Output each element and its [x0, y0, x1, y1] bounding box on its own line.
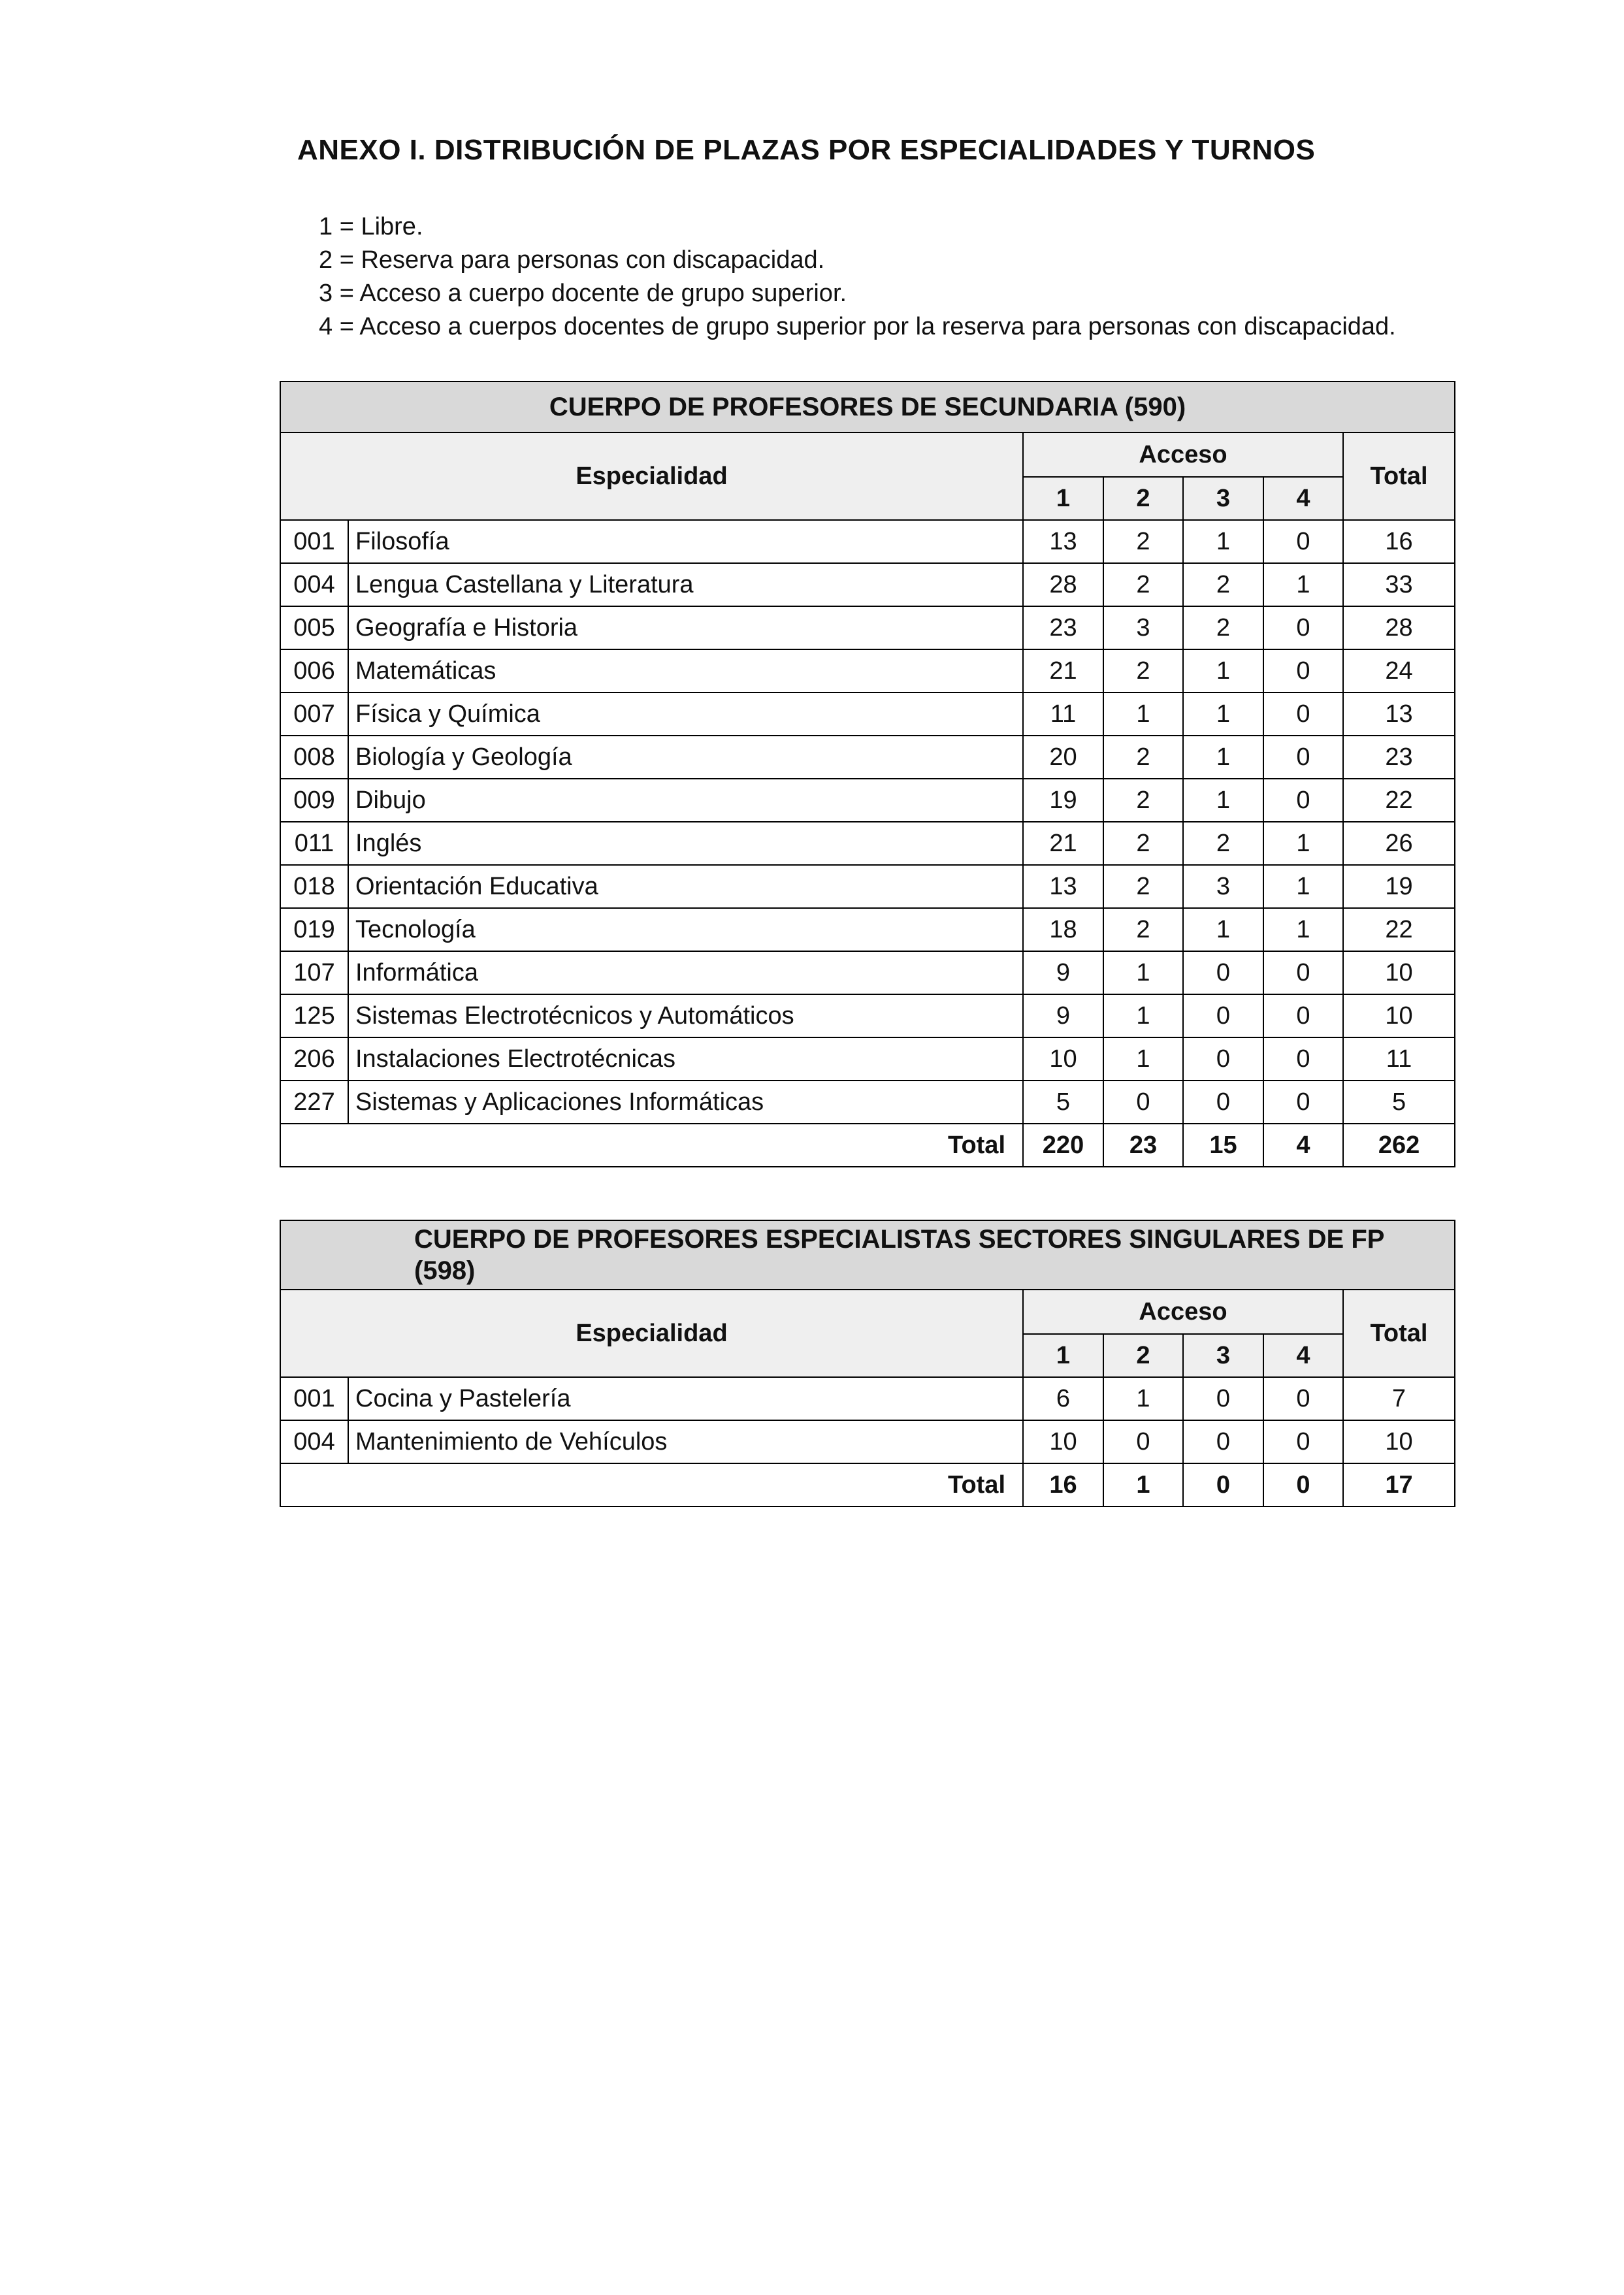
table-row — [280, 865, 1455, 908]
row-value-3: 1 — [1183, 649, 1263, 692]
row-total: 10 — [1343, 951, 1455, 994]
row-value-4: 0 — [1263, 736, 1343, 779]
row-especialidad: Inglés — [348, 822, 1023, 865]
table-row — [280, 736, 1455, 779]
row-value-2: 1 — [1103, 1377, 1183, 1420]
row-total: 16 — [1343, 520, 1455, 563]
secundaria-table — [280, 381, 1455, 1167]
header-especialidad: Especialidad — [280, 432, 1023, 520]
total-value-3: 0 — [1183, 1463, 1263, 1506]
row-value-2: 2 — [1103, 865, 1183, 908]
row-value-1: 28 — [1023, 563, 1103, 606]
totals-label: Total — [280, 1124, 1023, 1167]
row-value-2: 2 — [1103, 563, 1183, 606]
row-especialidad: Física y Química — [348, 692, 1023, 736]
row-value-2: 1 — [1103, 692, 1183, 736]
header-col-3: 3 — [1183, 1334, 1263, 1377]
table-row — [280, 649, 1455, 692]
totals-label: Total — [280, 1463, 1023, 1506]
row-value-3: 2 — [1183, 563, 1263, 606]
header-total: Total — [1343, 432, 1455, 520]
header-acceso: Acceso — [1023, 1290, 1343, 1334]
row-value-1: 11 — [1023, 692, 1103, 736]
page-title: ANEXO I. DISTRIBUCIÓN DE PLAZAS POR ESPECIALIDADES Y TURNOS — [297, 134, 1316, 166]
row-total: 22 — [1343, 779, 1455, 822]
total-value-1: 220 — [1023, 1124, 1103, 1167]
row-value-1: 19 — [1023, 779, 1103, 822]
row-especialidad: Matemáticas — [348, 649, 1023, 692]
total-value-1: 16 — [1023, 1463, 1103, 1506]
row-value-4: 1 — [1263, 865, 1343, 908]
row-value-1: 18 — [1023, 908, 1103, 951]
row-code: 004 — [280, 1420, 348, 1463]
row-value-1: 9 — [1023, 951, 1103, 994]
row-total: 19 — [1343, 865, 1455, 908]
row-especialidad: Biología y Geología — [348, 736, 1023, 779]
row-value-1: 21 — [1023, 649, 1103, 692]
row-value-3: 3 — [1183, 865, 1263, 908]
row-value-4: 0 — [1263, 692, 1343, 736]
row-value-1: 20 — [1023, 736, 1103, 779]
row-total: 23 — [1343, 736, 1455, 779]
row-value-4: 0 — [1263, 606, 1343, 649]
header-especialidad: Especialidad — [280, 1290, 1023, 1377]
table-row — [280, 779, 1455, 822]
table-title-line: CUERPO DE PROFESORES ESPECIALISTAS SECTORES SINGULARES DE FP — [414, 1225, 1385, 1254]
row-code: 007 — [280, 692, 348, 736]
row-code: 009 — [280, 779, 348, 822]
row-value-1: 10 — [1023, 1037, 1103, 1081]
row-value-3: 0 — [1183, 1377, 1263, 1420]
row-code: 206 — [280, 1037, 348, 1081]
table-row — [280, 994, 1455, 1037]
legend-item: 2 = Reserva para personas con discapacidad. — [319, 246, 825, 274]
legend — [319, 210, 1396, 344]
row-total: 10 — [1343, 994, 1455, 1037]
row-value-3: 1 — [1183, 692, 1263, 736]
row-value-4: 0 — [1263, 1081, 1343, 1124]
row-code: 125 — [280, 994, 348, 1037]
row-especialidad: Tecnología — [348, 908, 1023, 951]
row-value-2: 2 — [1103, 520, 1183, 563]
row-value-2: 0 — [1103, 1081, 1183, 1124]
row-value-4: 0 — [1263, 994, 1343, 1037]
table-row — [280, 1377, 1455, 1420]
row-code: 227 — [280, 1081, 348, 1124]
row-especialidad: Instalaciones Electrotécnicas — [348, 1037, 1023, 1081]
row-total: 26 — [1343, 822, 1455, 865]
row-especialidad: Informática — [348, 951, 1023, 994]
row-total: 22 — [1343, 908, 1455, 951]
table-title: CUERPO DE PROFESORES DE SECUNDARIA (590) — [280, 382, 1455, 432]
table-title — [280, 1220, 1455, 1290]
row-value-1: 6 — [1023, 1377, 1103, 1420]
row-value-1: 13 — [1023, 520, 1103, 563]
row-value-3: 0 — [1183, 1037, 1263, 1081]
total-value-4: 4 — [1263, 1124, 1343, 1167]
row-value-4: 1 — [1263, 822, 1343, 865]
row-total: 24 — [1343, 649, 1455, 692]
row-value-3: 0 — [1183, 994, 1263, 1037]
row-value-4: 0 — [1263, 1037, 1343, 1081]
row-code: 107 — [280, 951, 348, 994]
row-value-4: 0 — [1263, 1377, 1343, 1420]
row-total: 7 — [1343, 1377, 1455, 1420]
grand-total: 17 — [1343, 1463, 1455, 1506]
row-code: 001 — [280, 520, 348, 563]
row-value-1: 5 — [1023, 1081, 1103, 1124]
header-col-4: 4 — [1263, 1334, 1343, 1377]
row-especialidad: Mantenimiento de Vehículos — [348, 1420, 1023, 1463]
row-total: 13 — [1343, 692, 1455, 736]
table-title-line: (598) — [414, 1256, 476, 1285]
row-especialidad: Lengua Castellana y Literatura — [348, 563, 1023, 606]
header-col-2: 2 — [1103, 1334, 1183, 1377]
row-value-1: 10 — [1023, 1420, 1103, 1463]
row-code: 001 — [280, 1377, 348, 1420]
row-value-3: 1 — [1183, 779, 1263, 822]
header-col-1: 1 — [1023, 477, 1103, 520]
header-acceso: Acceso — [1023, 432, 1343, 477]
row-value-3: 1 — [1183, 908, 1263, 951]
row-especialidad: Sistemas Electrotécnicos y Automáticos — [348, 994, 1023, 1037]
legend-item: 3 = Acceso a cuerpo docente de grupo superior. — [319, 280, 847, 307]
row-value-2: 1 — [1103, 1037, 1183, 1081]
row-especialidad: Cocina y Pastelería — [348, 1377, 1023, 1420]
legend-item: 1 = Libre. — [319, 213, 423, 240]
row-value-1: 21 — [1023, 822, 1103, 865]
row-code: 006 — [280, 649, 348, 692]
header-col-1: 1 — [1023, 1334, 1103, 1377]
row-value-2: 3 — [1103, 606, 1183, 649]
table-row — [280, 1420, 1455, 1463]
table-row — [280, 951, 1455, 994]
row-total: 11 — [1343, 1037, 1455, 1081]
row-code: 011 — [280, 822, 348, 865]
row-value-1: 23 — [1023, 606, 1103, 649]
row-value-2: 1 — [1103, 994, 1183, 1037]
legend-item: 4 = Acceso a cuerpos docentes de grupo superior por la reserva para personas con discapacidad. — [319, 313, 1396, 340]
table-row — [280, 1037, 1455, 1081]
total-value-2: 1 — [1103, 1463, 1183, 1506]
row-total: 10 — [1343, 1420, 1455, 1463]
header-col-2: 2 — [1103, 477, 1183, 520]
total-value-3: 15 — [1183, 1124, 1263, 1167]
table-row — [280, 520, 1455, 563]
row-value-4: 0 — [1263, 1420, 1343, 1463]
row-value-4: 1 — [1263, 563, 1343, 606]
row-value-4: 1 — [1263, 908, 1343, 951]
row-value-4: 0 — [1263, 649, 1343, 692]
table-row — [280, 908, 1455, 951]
header-col-4: 4 — [1263, 477, 1343, 520]
row-value-2: 1 — [1103, 951, 1183, 994]
row-total: 33 — [1343, 563, 1455, 606]
fp-singulares-table — [280, 1220, 1455, 1507]
row-value-4: 0 — [1263, 779, 1343, 822]
row-value-3: 1 — [1183, 520, 1263, 563]
totals-row — [280, 1463, 1455, 1506]
row-code: 019 — [280, 908, 348, 951]
row-value-4: 0 — [1263, 951, 1343, 994]
table-row — [280, 606, 1455, 649]
row-code: 008 — [280, 736, 348, 779]
row-value-3: 0 — [1183, 1420, 1263, 1463]
row-value-2: 2 — [1103, 908, 1183, 951]
row-value-2: 2 — [1103, 822, 1183, 865]
row-value-3: 2 — [1183, 606, 1263, 649]
row-value-3: 0 — [1183, 951, 1263, 994]
table-row — [280, 563, 1455, 606]
table-row — [280, 1081, 1455, 1124]
row-total: 28 — [1343, 606, 1455, 649]
row-especialidad: Filosofía — [348, 520, 1023, 563]
row-total: 5 — [1343, 1081, 1455, 1124]
row-value-3: 2 — [1183, 822, 1263, 865]
row-code: 004 — [280, 563, 348, 606]
total-value-4: 0 — [1263, 1463, 1343, 1506]
totals-row — [280, 1124, 1455, 1167]
header-total: Total — [1343, 1290, 1455, 1377]
table-row — [280, 692, 1455, 736]
row-value-1: 9 — [1023, 994, 1103, 1037]
grand-total: 262 — [1343, 1124, 1455, 1167]
row-value-1: 13 — [1023, 865, 1103, 908]
row-value-2: 2 — [1103, 779, 1183, 822]
row-value-2: 2 — [1103, 649, 1183, 692]
row-especialidad: Geografía e Historia — [348, 606, 1023, 649]
header-col-3: 3 — [1183, 477, 1263, 520]
row-code: 005 — [280, 606, 348, 649]
row-value-2: 2 — [1103, 736, 1183, 779]
row-code: 018 — [280, 865, 348, 908]
table-row — [280, 822, 1455, 865]
row-value-2: 0 — [1103, 1420, 1183, 1463]
total-value-2: 23 — [1103, 1124, 1183, 1167]
row-value-3: 1 — [1183, 736, 1263, 779]
row-especialidad: Sistemas y Aplicaciones Informáticas — [348, 1081, 1023, 1124]
row-value-4: 0 — [1263, 520, 1343, 563]
row-especialidad: Dibujo — [348, 779, 1023, 822]
row-especialidad: Orientación Educativa — [348, 865, 1023, 908]
row-value-3: 0 — [1183, 1081, 1263, 1124]
